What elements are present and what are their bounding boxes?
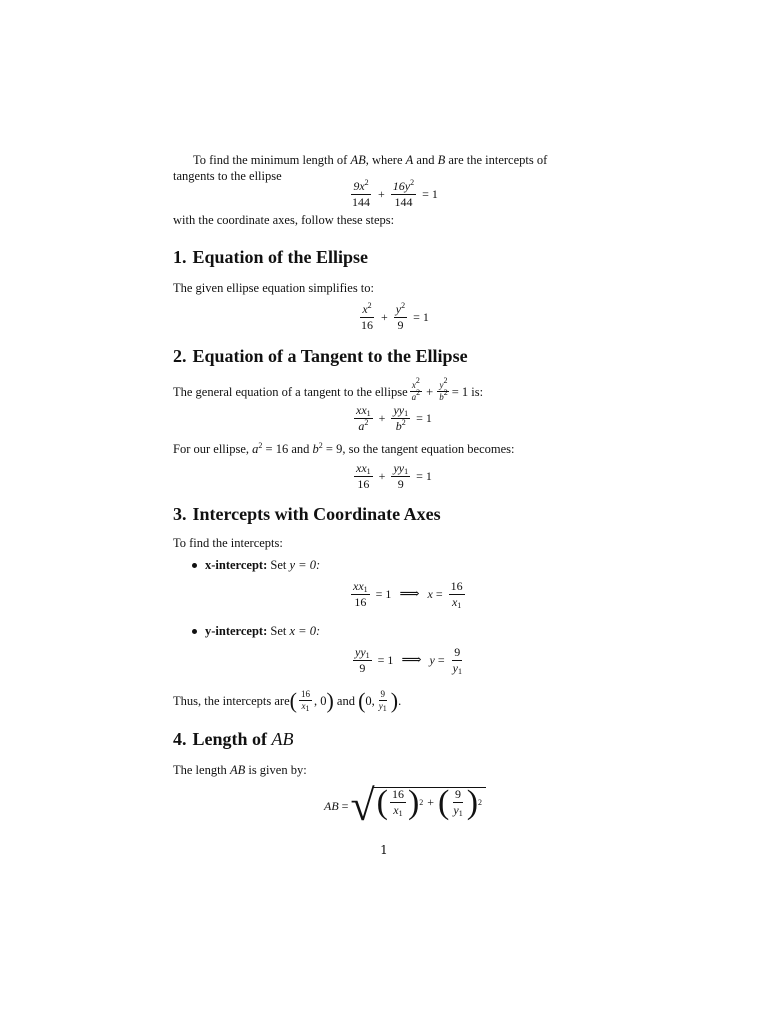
section-1-text: The given ellipse equation simplifies to:	[173, 281, 375, 295]
equation-x-intercept: $\frac{xx_1}{16}$ = 1 ⟹ x = $\frac{16}{x_1}$	[353, 579, 463, 610]
equation-ab-length: AB = √ ( $\frac{16}{x_1}$ ) 2 + ( $\frac{9}{y_1}$ ) 2	[320, 786, 486, 826]
square-root: √ ( $\frac{16}{x_1}$ ) 2 + ( $\frac{9}{y_1}$ ) 2	[350, 786, 486, 826]
section-2-ellipse-text: For our ellipse, $a^2 = 16$ and $b^2 = 9$, so the tangent equation becomes:	[173, 441, 515, 456]
fraction: $\frac{9x^2}{144}$	[352, 178, 370, 209]
intro-text: and	[413, 153, 438, 167]
intercepts-summary: Thus, the intercepts are ( $\frac{16}{x_1}$ , 0 ) and ( 0, $\frac{9}{y_1}$ ) .	[173, 687, 402, 713]
section-heading-3: 3. Intercepts with Coordinate Axes	[173, 504, 441, 524]
var-ab: AB	[350, 153, 366, 167]
bullet-x-intercept: x-intercept: Set y = 0:	[192, 558, 320, 573]
equation-tangent-general: $\frac{xx_1}{a^2}$ + $\frac{yy_1}{b^2}$ = 1	[356, 403, 432, 433]
fraction: $\frac{16y^2}{144}$	[392, 178, 415, 209]
bullet-dot	[192, 629, 197, 634]
equation-ellipse-original	[348, 180, 442, 209]
equals-one: = 1	[422, 187, 438, 201]
intro-text: are the intercepts of	[445, 153, 548, 167]
page-number: 1	[380, 843, 388, 857]
equation-tangent-specific: $\frac{xx_1}{16}$ + $\frac{yy_1}{9}$ = 1	[356, 461, 432, 491]
fraction: $\frac{y^2}{9}$	[395, 301, 406, 332]
section-heading-2: 2. Equation of a Tangent to the Ellipse	[173, 346, 468, 366]
var-b: B	[437, 153, 446, 167]
section-2-text: The general equation of a tangent to the ellipse $\frac{x^2}{a^2}$ + $\frac{y^2}{b^2}$ = 1 is:	[173, 376, 484, 402]
section-4-text: The length AB is given by:	[173, 763, 307, 777]
equation-ellipse-standard: $\frac{x^2}{16}$ + $\frac{y^2}{9}$ = 1	[361, 301, 429, 332]
plus-operator: +	[378, 187, 385, 201]
section-3-text: To find the intercepts:	[173, 536, 283, 550]
intro-line-1	[173, 152, 618, 168]
var-a: A	[405, 153, 414, 167]
intro-line-2: tangents to the ellipse	[173, 169, 282, 183]
section-heading-4: 4. Length of AB	[173, 729, 294, 749]
equation-y-intercept: $\frac{yy_1}{9}$ = 1 ⟹ y = $\frac{9}{y_1}$	[355, 645, 462, 676]
intro-text: , where	[365, 153, 406, 167]
intro-text: To find the minimum length of	[193, 153, 351, 167]
fraction: $\frac{x^2}{16}$	[361, 301, 373, 332]
section-heading-1: 1. Equation of the Ellipse	[173, 247, 369, 267]
bullet-dot	[192, 563, 197, 568]
intro-after: with the coordinate axes, follow these steps:	[173, 213, 395, 227]
bullet-y-intercept: y-intercept: Set x = 0:	[192, 624, 320, 639]
